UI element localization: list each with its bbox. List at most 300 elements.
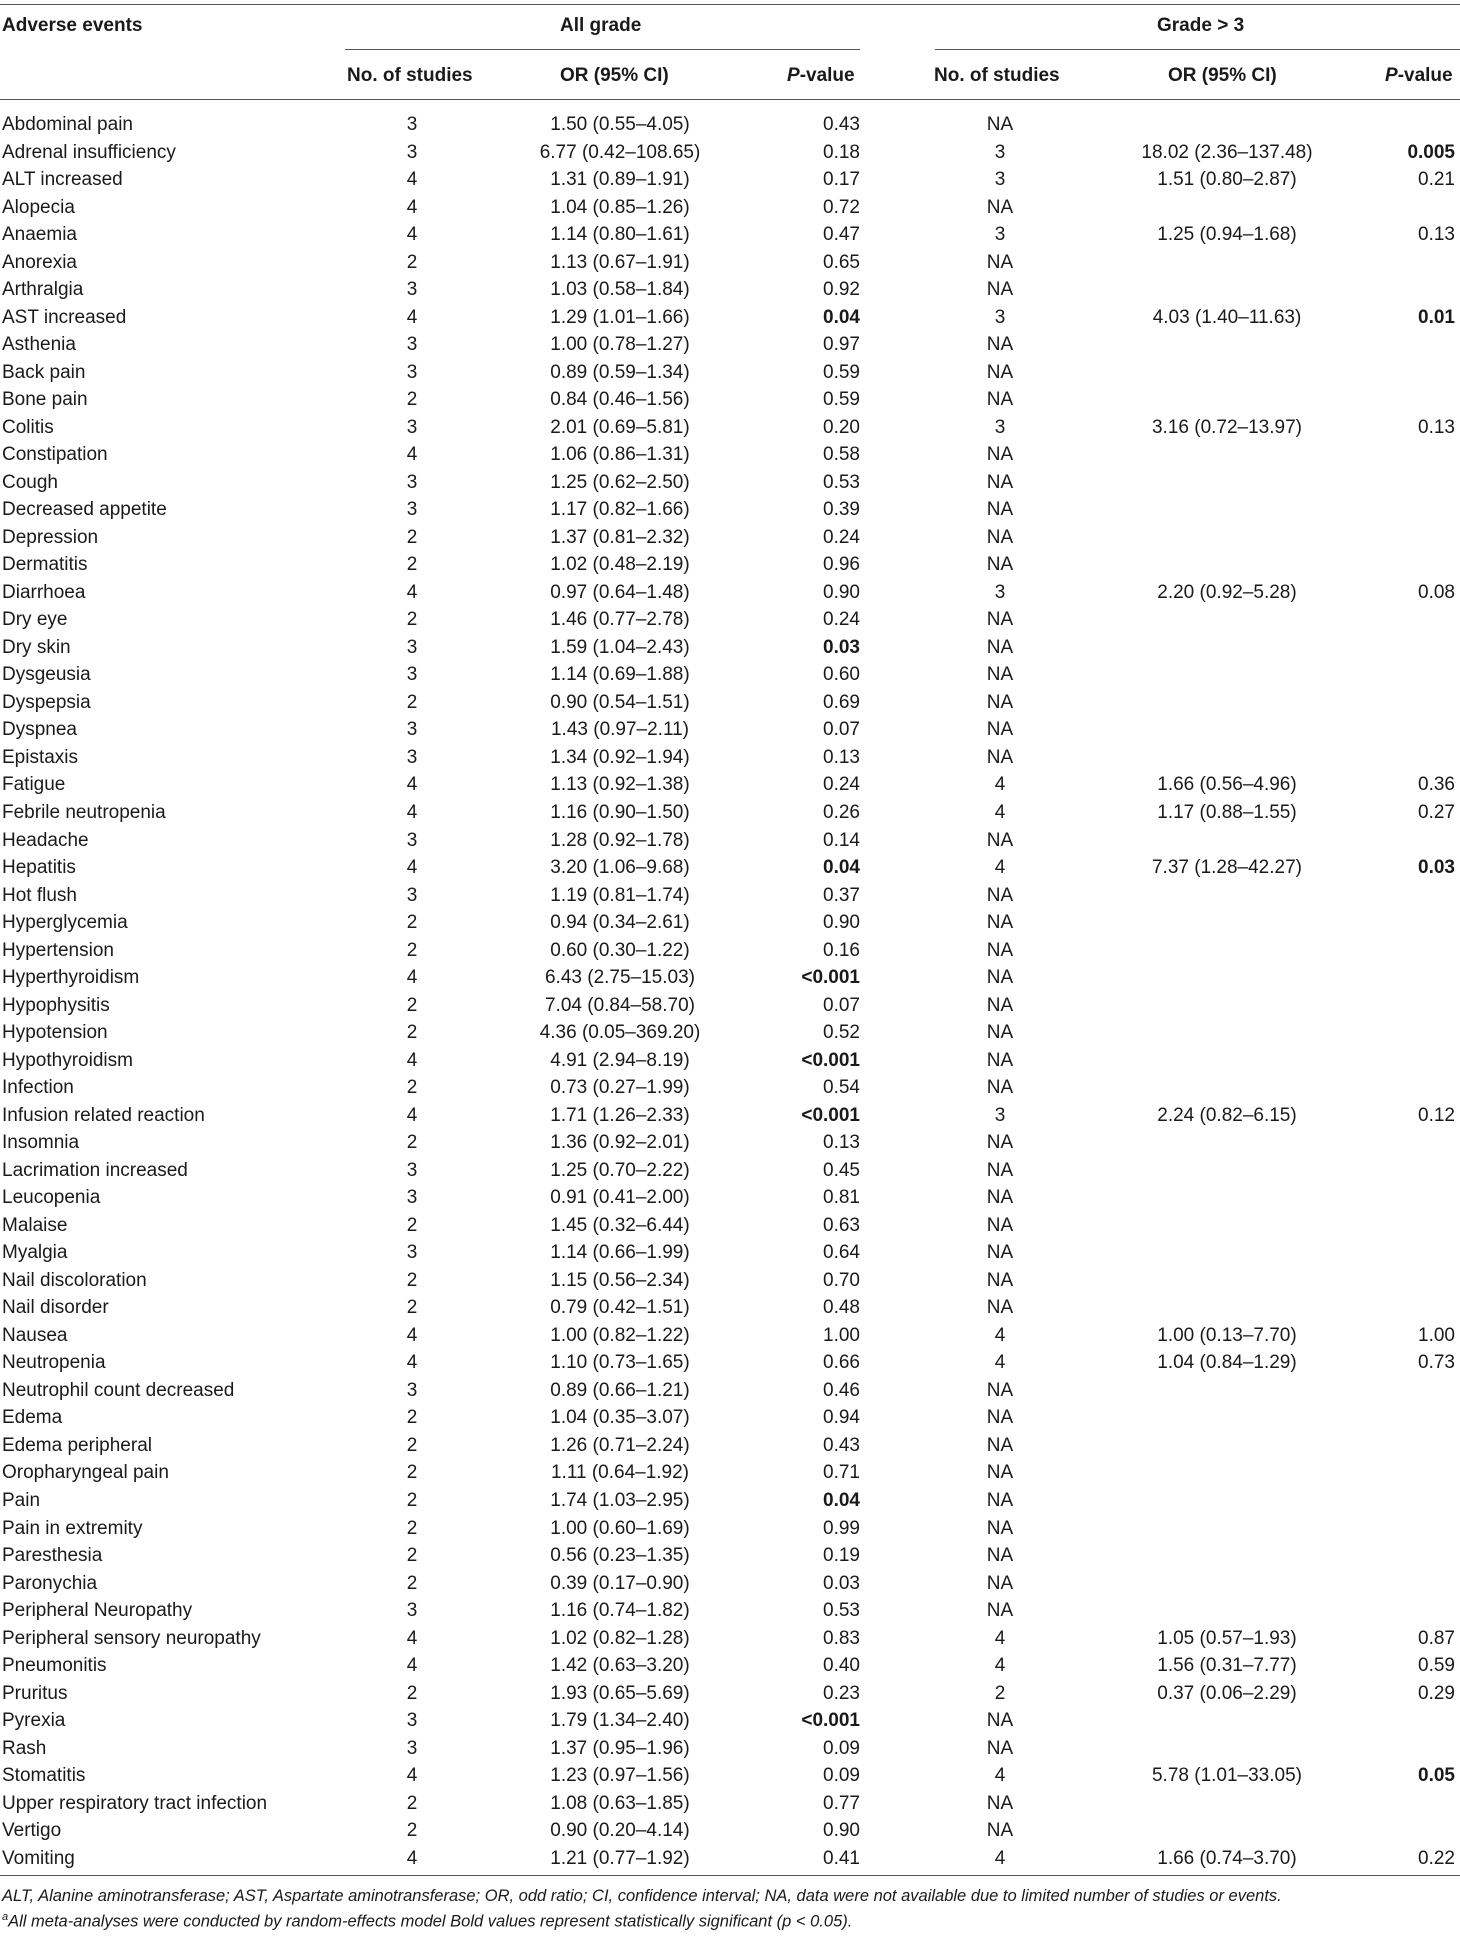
cell-all-p-value: 0.04 <box>823 1490 860 1511</box>
cell-all-no-of-studies: 4 <box>406 582 418 603</box>
cell-all-p-value: 0.40 <box>823 1655 860 1676</box>
cell-g3-no-of-studies: NA <box>986 912 1014 933</box>
cell-all-or-ci: 1.17 (0.82–1.66) <box>550 499 690 520</box>
cell-all-or-ci: 1.14 (0.69–1.88) <box>550 664 690 685</box>
cell-all-p-value: 0.97 <box>823 334 860 355</box>
cell-g3-p-value: 0.12 <box>1418 1105 1455 1126</box>
cell-all-or-ci: 1.02 (0.48–2.19) <box>550 554 690 575</box>
cell-g3-no-of-studies: NA <box>986 1600 1014 1621</box>
cell-all-or-ci: 4.91 (2.94–8.19) <box>550 1050 690 1071</box>
cell-all-or-ci: 1.03 (0.58–1.84) <box>550 279 690 300</box>
cell-g3-p-value: 1.00 <box>1418 1325 1455 1346</box>
cell-all-p-value: 0.72 <box>823 197 860 218</box>
cell-all-p-value: 0.48 <box>823 1297 860 1318</box>
cell-all-p-value: 0.24 <box>823 774 860 795</box>
cell-event-name: Pruritus <box>2 1683 68 1704</box>
cell-all-no-of-studies: 3 <box>406 499 418 520</box>
cell-all-p-value: <0.001 <box>801 1105 860 1126</box>
cell-all-p-value: 1.00 <box>823 1325 860 1346</box>
cell-g3-no-of-studies: NA <box>986 1270 1014 1291</box>
cell-all-no-of-studies: 4 <box>406 1655 418 1676</box>
cell-g3-or-ci: 1.66 (0.56–4.96) <box>1157 774 1297 795</box>
cell-g3-no-of-studies: 3 <box>994 142 1006 163</box>
cell-event-name: AST increased <box>2 307 127 328</box>
cell-all-or-ci: 6.77 (0.42–108.65) <box>539 142 701 163</box>
cell-event-name: Pneumonitis <box>2 1655 107 1676</box>
cell-all-p-value: 0.59 <box>823 389 860 410</box>
cell-all-p-value: 0.04 <box>823 857 860 878</box>
cell-all-p-value: 0.54 <box>823 1077 860 1098</box>
cell-g3-no-of-studies: NA <box>986 554 1014 575</box>
cell-all-or-ci: 0.79 (0.42–1.51) <box>550 1297 690 1318</box>
cell-all-no-of-studies: 2 <box>406 1270 418 1291</box>
cell-all-no-of-studies: 3 <box>406 472 418 493</box>
footnote-abbreviations: ALT, Alanine aminotransferase; AST, Aspartate aminotransferase; OR, odd ratio; CI, confidence interval; NA, data were not available due to limited number of studies or events. <box>2 1887 1282 1905</box>
cell-event-name: Hyperglycemia <box>2 912 128 933</box>
cell-all-no-of-studies: 4 <box>406 1765 418 1786</box>
cell-g3-no-of-studies: 3 <box>994 169 1006 190</box>
cell-g3-no-of-studies: 3 <box>994 307 1006 328</box>
cell-g3-no-of-studies: NA <box>986 362 1014 383</box>
cell-all-p-value: 0.59 <box>823 362 860 383</box>
cell-g3-no-of-studies: NA <box>986 692 1014 713</box>
header-bottom-rule <box>0 99 1460 100</box>
cell-all-or-ci: 0.89 (0.59–1.34) <box>550 362 690 383</box>
cell-all-or-ci: 0.73 (0.27–1.99) <box>550 1077 690 1098</box>
cell-event-name: Vomiting <box>2 1848 75 1869</box>
cell-event-name: Upper respiratory tract infection <box>2 1793 268 1814</box>
cell-event-name: Pyrexia <box>2 1710 66 1731</box>
cell-all-p-value: 0.20 <box>823 417 860 438</box>
cell-g3-no-of-studies: NA <box>986 1738 1014 1759</box>
cell-g3-or-ci: 1.56 (0.31–7.77) <box>1157 1655 1297 1676</box>
cell-g3-or-ci: 1.51 (0.80–2.87) <box>1157 169 1297 190</box>
cell-all-or-ci: 0.90 (0.54–1.51) <box>550 692 690 713</box>
cell-g3-no-of-studies: NA <box>986 1132 1014 1153</box>
cell-all-or-ci: 2.01 (0.69–5.81) <box>550 417 690 438</box>
cell-all-p-value: 0.63 <box>823 1215 860 1236</box>
cell-g3-no-of-studies: NA <box>986 609 1014 630</box>
cell-all-or-ci: 1.37 (0.81–2.32) <box>550 527 690 548</box>
cell-all-or-ci: 1.74 (1.03–2.95) <box>550 1490 690 1511</box>
cell-g3-no-of-studies: NA <box>986 1435 1014 1456</box>
cell-all-p-value: 0.26 <box>823 802 860 823</box>
cell-all-or-ci: 1.26 (0.71–2.24) <box>550 1435 690 1456</box>
cell-g3-p-value: 0.36 <box>1418 774 1455 795</box>
cell-g3-or-ci: 1.05 (0.57–1.93) <box>1157 1628 1297 1649</box>
cell-all-or-ci: 1.08 (0.63–1.85) <box>550 1793 690 1814</box>
cell-all-or-ci: 1.31 (0.89–1.91) <box>550 169 690 190</box>
cell-event-name: Paresthesia <box>2 1545 103 1566</box>
cell-g3-no-of-studies: NA <box>986 334 1014 355</box>
cell-event-name: Dyspepsia <box>2 692 91 713</box>
cell-all-p-value: 0.92 <box>823 279 860 300</box>
cell-all-or-ci: 1.28 (0.92–1.78) <box>550 830 690 851</box>
cell-g3-no-of-studies: 3 <box>994 224 1006 245</box>
cell-event-name: Hypothyroidism <box>2 1050 133 1071</box>
cell-g3-no-of-studies: NA <box>986 499 1014 520</box>
cell-event-name: Anorexia <box>2 252 77 273</box>
cell-event-name: Back pain <box>2 362 86 383</box>
cell-event-name: Myalgia <box>2 1242 68 1263</box>
cell-g3-no-of-studies: 4 <box>994 1848 1006 1869</box>
cell-g3-no-of-studies: NA <box>986 637 1014 658</box>
cell-all-no-of-studies: 4 <box>406 197 418 218</box>
cell-all-or-ci: 1.25 (0.62–2.50) <box>550 472 690 493</box>
cell-g3-no-of-studies: NA <box>986 1242 1014 1263</box>
cell-g3-no-of-studies: 4 <box>994 1325 1006 1346</box>
cell-all-no-of-studies: 2 <box>406 252 418 273</box>
cell-all-or-ci: 1.25 (0.70–2.22) <box>550 1160 690 1181</box>
cell-all-or-ci: 0.84 (0.46–1.56) <box>550 389 690 410</box>
cell-g3-no-of-studies: NA <box>986 747 1014 768</box>
cell-all-or-ci: 1.36 (0.92–2.01) <box>550 1132 690 1153</box>
cell-all-or-ci: 1.16 (0.90–1.50) <box>550 802 690 823</box>
cell-g3-or-ci: 4.03 (1.40–11.63) <box>1152 307 1302 328</box>
cell-all-p-value: <0.001 <box>801 967 860 988</box>
cell-all-p-value: 0.16 <box>823 940 860 961</box>
cell-event-name: Hypotension <box>2 1022 108 1043</box>
cell-all-no-of-studies: 4 <box>406 1352 418 1373</box>
cell-event-name: Rash <box>2 1738 47 1759</box>
cell-all-or-ci: 0.39 (0.17–0.90) <box>550 1573 690 1594</box>
cell-all-no-of-studies: 3 <box>406 334 418 355</box>
cell-all-p-value: 0.43 <box>823 1435 860 1456</box>
cell-all-or-ci: 6.43 (2.75–15.03) <box>544 967 695 988</box>
cell-g3-no-of-studies: 4 <box>994 1765 1006 1786</box>
cell-all-p-value: 0.65 <box>823 252 860 273</box>
cell-all-no-of-studies: 4 <box>406 1848 418 1869</box>
cell-event-name: Dry eye <box>2 609 68 630</box>
cell-g3-no-of-studies: NA <box>986 389 1014 410</box>
cell-all-no-of-studies: 2 <box>406 1462 418 1483</box>
cell-all-or-ci: 1.29 (1.01–1.66) <box>550 307 690 328</box>
cell-all-or-ci: 0.97 (0.64–1.48) <box>550 582 690 603</box>
header-adverse-events: Adverse events <box>2 15 143 36</box>
cell-all-or-ci: 7.04 (0.84–58.70) <box>544 995 695 1016</box>
cell-g3-or-ci: 7.37 (1.28–42.27) <box>1151 857 1302 878</box>
cell-all-no-of-studies: 3 <box>406 1738 418 1759</box>
cell-event-name: Pain in extremity <box>2 1518 143 1539</box>
cell-g3-no-of-studies: NA <box>986 1573 1014 1594</box>
cell-event-name: Constipation <box>2 444 108 465</box>
cell-all-or-ci: 0.56 (0.23–1.35) <box>550 1545 690 1566</box>
cell-g3-no-of-studies: NA <box>986 1518 1014 1539</box>
cell-all-no-of-studies: 2 <box>406 1545 418 1566</box>
cell-g3-no-of-studies: NA <box>986 995 1014 1016</box>
cell-g3-no-of-studies: 4 <box>994 1628 1006 1649</box>
cell-g3-no-of-studies: NA <box>986 279 1014 300</box>
cell-event-name: Hot flush <box>2 885 77 906</box>
cell-g3-no-of-studies: NA <box>986 1462 1014 1483</box>
cell-event-name: Oropharyngeal pain <box>2 1462 169 1483</box>
cell-g3-no-of-studies: 3 <box>994 1105 1006 1126</box>
cell-all-no-of-studies: 4 <box>406 967 418 988</box>
cell-g3-p-value: 0.01 <box>1418 307 1455 328</box>
cell-all-no-of-studies: 3 <box>406 279 418 300</box>
cell-event-name: Infusion related reaction <box>2 1105 205 1126</box>
cell-all-no-of-studies: 4 <box>406 1325 418 1346</box>
cell-all-no-of-studies: 2 <box>406 1573 418 1594</box>
footnote-note: $^a$All meta-analyses were conducted by random-effects model Bold values represent statistically significant (p < 0.05). <box>2 1911 853 1931</box>
cell-event-name: Dyspnea <box>2 719 77 740</box>
header-p-value-all: P-value <box>787 65 855 86</box>
cell-all-p-value: 0.07 <box>823 719 860 740</box>
cell-all-no-of-studies: 3 <box>406 664 418 685</box>
cell-all-p-value: 0.09 <box>823 1765 860 1786</box>
cell-g3-no-of-studies: NA <box>986 719 1014 740</box>
cell-g3-no-of-studies: 3 <box>994 582 1006 603</box>
top-rule <box>0 4 1460 5</box>
cell-all-no-of-studies: 2 <box>406 1215 418 1236</box>
cell-event-name: Hyperthyroidism <box>2 967 140 988</box>
cell-event-name: Bone pain <box>2 389 88 410</box>
cell-all-no-of-studies: 2 <box>406 1518 418 1539</box>
cell-g3-no-of-studies: NA <box>986 1793 1014 1814</box>
cell-g3-no-of-studies: NA <box>986 1710 1014 1731</box>
cell-all-or-ci: 1.10 (0.73–1.65) <box>550 1352 690 1373</box>
cell-all-or-ci: 1.59 (1.04–2.43) <box>550 637 690 658</box>
cell-all-p-value: 0.53 <box>823 472 860 493</box>
cell-all-no-of-studies: 3 <box>406 830 418 851</box>
cell-all-no-of-studies: 2 <box>406 1490 418 1511</box>
cell-all-no-of-studies: 4 <box>406 774 418 795</box>
cell-event-name: Insomnia <box>2 1132 80 1153</box>
cell-g3-no-of-studies: 4 <box>994 857 1006 878</box>
cell-event-name: Vertigo <box>2 1820 62 1841</box>
header-all-grade: All grade <box>560 15 642 36</box>
cell-g3-no-of-studies: 3 <box>994 417 1006 438</box>
cell-event-name: Arthralgia <box>2 279 84 300</box>
cell-g3-no-of-studies: NA <box>986 967 1014 988</box>
header-or-ci-all: OR (95% CI) <box>560 65 669 86</box>
cell-all-p-value: <0.001 <box>801 1710 860 1731</box>
cell-all-or-ci: 1.13 (0.92–1.38) <box>550 774 690 795</box>
cell-all-p-value: 0.47 <box>823 224 860 245</box>
cell-all-p-value: 0.09 <box>823 1738 860 1759</box>
cell-all-no-of-studies: 4 <box>406 857 418 878</box>
cell-event-name: Epistaxis <box>2 747 79 768</box>
cell-all-no-of-studies: 2 <box>406 995 418 1016</box>
cell-event-name: Depression <box>2 527 99 548</box>
cell-event-name: Neutropenia <box>2 1352 106 1373</box>
cell-all-no-of-studies: 2 <box>406 1793 418 1814</box>
cell-g3-p-value: 0.29 <box>1418 1683 1455 1704</box>
cell-event-name: Decreased appetite <box>2 499 167 520</box>
cell-g3-or-ci: 3.16 (0.72–13.97) <box>1151 417 1302 438</box>
cell-all-or-ci: 1.34 (0.92–1.94) <box>550 747 690 768</box>
cell-g3-no-of-studies: NA <box>986 940 1014 961</box>
cell-all-p-value: 0.69 <box>823 692 860 713</box>
cell-all-no-of-studies: 3 <box>406 417 418 438</box>
cell-all-no-of-studies: 2 <box>406 692 418 713</box>
cell-event-name: Anaemia <box>2 224 77 245</box>
cell-all-or-ci: 3.20 (1.06–9.68) <box>550 857 690 878</box>
cell-all-p-value: 0.94 <box>823 1407 860 1428</box>
cell-all-p-value: <0.001 <box>801 1050 860 1071</box>
cell-g3-p-value: 0.13 <box>1418 417 1455 438</box>
cell-g3-no-of-studies: NA <box>986 1545 1014 1566</box>
cell-g3-no-of-studies: NA <box>986 885 1014 906</box>
cell-all-or-ci: 1.42 (0.63–3.20) <box>550 1655 690 1676</box>
cell-all-no-of-studies: 2 <box>406 1820 418 1841</box>
cell-all-no-of-studies: 4 <box>406 307 418 328</box>
cell-all-no-of-studies: 2 <box>406 1435 418 1456</box>
cell-all-no-of-studies: 3 <box>406 114 418 135</box>
cell-all-or-ci: 1.21 (0.77–1.92) <box>550 1848 690 1869</box>
cell-all-p-value: 0.70 <box>823 1270 860 1291</box>
cell-all-or-ci: 1.04 (0.35–3.07) <box>550 1407 690 1428</box>
cell-g3-p-value: 0.87 <box>1418 1628 1455 1649</box>
cell-all-p-value: 0.17 <box>823 169 860 190</box>
cell-all-no-of-studies: 4 <box>406 169 418 190</box>
cell-all-p-value: 0.81 <box>823 1187 860 1208</box>
cell-g3-p-value: 0.005 <box>1407 142 1455 163</box>
cell-g3-no-of-studies: NA <box>986 1820 1014 1841</box>
cell-all-or-ci: 1.43 (0.97–2.11) <box>550 719 690 740</box>
cell-all-p-value: 0.52 <box>823 1022 860 1043</box>
cell-g3-or-ci: 0.37 (0.06–2.29) <box>1157 1683 1297 1704</box>
header-p-value-g3: P-value <box>1385 65 1453 86</box>
cell-all-no-of-studies: 2 <box>406 1022 418 1043</box>
cell-all-p-value: 0.24 <box>823 609 860 630</box>
cell-g3-no-of-studies: NA <box>986 252 1014 273</box>
cell-all-p-value: 0.64 <box>823 1242 860 1263</box>
cell-all-or-ci: 1.93 (0.65–5.69) <box>550 1683 690 1704</box>
cell-all-p-value: 0.53 <box>823 1600 860 1621</box>
cell-g3-p-value: 0.05 <box>1418 1765 1455 1786</box>
cell-all-no-of-studies: 2 <box>406 1683 418 1704</box>
cell-all-p-value: 0.18 <box>823 142 860 163</box>
cell-all-or-ci: 0.94 (0.34–2.61) <box>550 912 690 933</box>
cell-g3-no-of-studies: NA <box>986 1022 1014 1043</box>
cell-g3-p-value: 0.22 <box>1418 1848 1455 1869</box>
cell-event-name: Hypophysitis <box>2 995 110 1016</box>
cell-g3-p-value: 0.08 <box>1418 582 1455 603</box>
cell-g3-no-of-studies: NA <box>986 1160 1014 1181</box>
cell-g3-or-ci: 1.25 (0.94–1.68) <box>1157 224 1297 245</box>
cell-all-p-value: 0.83 <box>823 1628 860 1649</box>
cell-event-name: Hypertension <box>2 940 114 961</box>
cell-all-no-of-studies: 4 <box>406 1628 418 1649</box>
cell-all-or-ci: 1.00 (0.78–1.27) <box>550 334 690 355</box>
cell-event-name: Diarrhoea <box>2 582 86 603</box>
cell-all-or-ci: 0.60 (0.30–1.22) <box>550 940 690 961</box>
cell-g3-no-of-studies: NA <box>986 1297 1014 1318</box>
cell-g3-no-of-studies: NA <box>986 1490 1014 1511</box>
cell-all-or-ci: 1.46 (0.77–2.78) <box>550 609 690 630</box>
cell-all-no-of-studies: 2 <box>406 1297 418 1318</box>
cell-all-p-value: 0.39 <box>823 499 860 520</box>
cell-event-name: Infection <box>2 1077 74 1098</box>
cell-all-no-of-studies: 2 <box>406 554 418 575</box>
cell-all-or-ci: 1.00 (0.60–1.69) <box>550 1518 690 1539</box>
cell-all-or-ci: 0.90 (0.20–4.14) <box>550 1820 690 1841</box>
cell-all-or-ci: 1.02 (0.82–1.28) <box>550 1628 690 1649</box>
cell-all-no-of-studies: 3 <box>406 1160 418 1181</box>
cell-g3-no-of-studies: NA <box>986 830 1014 851</box>
cell-all-p-value: 0.90 <box>823 912 860 933</box>
cell-all-or-ci: 1.15 (0.56–2.34) <box>550 1270 690 1291</box>
cell-all-or-ci: 1.14 (0.80–1.61) <box>550 224 690 245</box>
cell-all-p-value: 0.71 <box>823 1462 860 1483</box>
cell-all-or-ci: 1.14 (0.66–1.99) <box>550 1242 690 1263</box>
cell-event-name: Hepatitis <box>2 857 76 878</box>
cell-all-no-of-studies: 2 <box>406 389 418 410</box>
cell-event-name: ALT increased <box>2 169 123 190</box>
cell-g3-p-value: 0.03 <box>1418 857 1455 878</box>
cell-event-name: Paronychia <box>2 1573 98 1594</box>
cell-all-no-of-studies: 2 <box>406 527 418 548</box>
cell-event-name: Colitis <box>2 417 54 438</box>
cell-g3-p-value: 0.13 <box>1418 224 1455 245</box>
cell-event-name: Headache <box>2 830 89 851</box>
cell-g3-or-ci: 2.20 (0.92–5.28) <box>1157 582 1297 603</box>
cell-g3-or-ci: 2.24 (0.82–6.15) <box>1157 1105 1297 1126</box>
cell-all-or-ci: 1.13 (0.67–1.91) <box>550 252 690 273</box>
cell-all-or-ci: 1.37 (0.95–1.96) <box>550 1738 690 1759</box>
cell-all-p-value: 0.37 <box>823 885 860 906</box>
cell-all-p-value: 0.43 <box>823 114 860 135</box>
header-no-of-studies-g3: No. of studies <box>934 65 1060 86</box>
table-bottom-rule <box>0 1875 1460 1876</box>
cell-all-p-value: 0.90 <box>823 1820 860 1841</box>
cell-g3-no-of-studies: NA <box>986 197 1014 218</box>
cell-event-name: Lacrimation increased <box>2 1160 188 1181</box>
cell-g3-no-of-studies: NA <box>986 527 1014 548</box>
cell-all-no-of-studies: 4 <box>406 224 418 245</box>
cell-g3-p-value: 0.59 <box>1418 1655 1455 1676</box>
cell-g3-p-value: 0.21 <box>1418 169 1455 190</box>
cell-g3-no-of-studies: NA <box>986 1407 1014 1428</box>
cell-g3-or-ci: 1.04 (0.84–1.29) <box>1157 1352 1297 1373</box>
cell-all-p-value: 0.96 <box>823 554 860 575</box>
cell-event-name: Fatigue <box>2 774 66 795</box>
cell-all-no-of-studies: 3 <box>406 719 418 740</box>
cell-all-p-value: 0.41 <box>823 1848 860 1869</box>
cell-g3-no-of-studies: NA <box>986 664 1014 685</box>
cell-all-p-value: 0.13 <box>823 1132 860 1153</box>
cell-g3-no-of-studies: NA <box>986 1380 1014 1401</box>
cell-all-no-of-studies: 2 <box>406 940 418 961</box>
cell-all-or-ci: 1.16 (0.74–1.82) <box>550 1600 690 1621</box>
cell-all-no-of-studies: 3 <box>406 362 418 383</box>
cell-all-p-value: 0.03 <box>823 637 860 658</box>
cell-all-p-value: 0.19 <box>823 1545 860 1566</box>
cell-all-p-value: 0.04 <box>823 307 860 328</box>
grade-gt3-rule <box>935 49 1460 50</box>
cell-g3-p-value: 0.27 <box>1418 802 1455 823</box>
cell-all-p-value: 0.23 <box>823 1683 860 1704</box>
cell-event-name: Pain <box>2 1490 41 1511</box>
cell-event-name: Dermatitis <box>2 554 88 575</box>
cell-all-or-ci: 0.91 (0.41–2.00) <box>550 1187 690 1208</box>
cell-event-name: Neutrophil count decreased <box>2 1380 235 1401</box>
cell-g3-no-of-studies: 4 <box>994 1655 1006 1676</box>
cell-all-p-value: 0.03 <box>823 1573 860 1594</box>
cell-event-name: Malaise <box>2 1215 68 1236</box>
cell-all-no-of-studies: 3 <box>406 747 418 768</box>
cell-g3-no-of-studies: NA <box>986 1050 1014 1071</box>
cell-all-or-ci: 1.00 (0.82–1.22) <box>550 1325 690 1346</box>
cell-all-no-of-studies: 4 <box>406 1050 418 1071</box>
cell-g3-no-of-studies: 4 <box>994 802 1006 823</box>
cell-all-no-of-studies: 2 <box>406 1077 418 1098</box>
cell-all-p-value: 0.60 <box>823 664 860 685</box>
cell-event-name: Leucopenia <box>2 1187 101 1208</box>
cell-event-name: Nausea <box>2 1325 68 1346</box>
cell-all-no-of-studies: 3 <box>406 142 418 163</box>
